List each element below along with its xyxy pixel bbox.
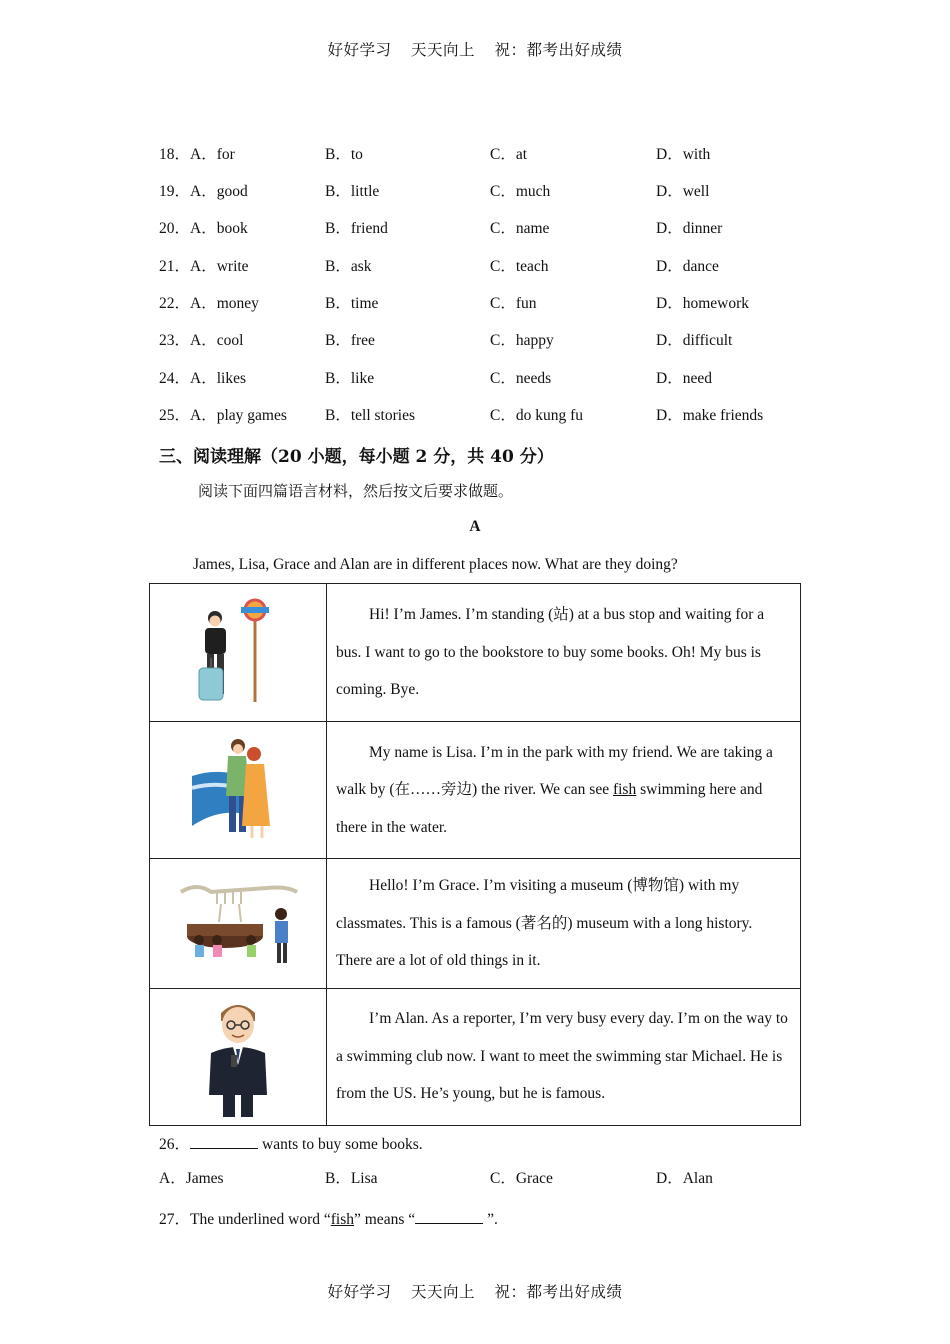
- underlined-fish: fish: [330, 1211, 354, 1228]
- alan-picture: [150, 988, 327, 1125]
- question-22-options: [0, 294, 950, 314]
- passage-label: A: [469, 518, 481, 535]
- option-c: C．fun: [490, 295, 537, 312]
- james-text: Hi! I’m James. I’m standing (站) at a bus stop and waiting for a bus. I want to go to the bookstore to buy some books. Oh! My bus is coming. Bye.: [336, 606, 765, 699]
- question-number: 19．A．good: [159, 183, 248, 200]
- question-number: 21．A．write: [159, 258, 249, 275]
- option-d: D．dance: [656, 258, 719, 275]
- footer-text-2: 天天向上: [410, 1283, 475, 1301]
- museum-dinosaur-icon: [177, 878, 299, 968]
- lisa-passage: [327, 722, 801, 859]
- option-b: B．like: [325, 370, 375, 387]
- answer-blank[interactable]: [415, 1209, 483, 1224]
- option-a: A．James: [159, 1170, 224, 1187]
- option-b: B．Lisa: [325, 1170, 378, 1187]
- lisa-picture: [150, 722, 327, 859]
- question-number: 18．A．for: [159, 146, 235, 163]
- section-instruction: 阅读下面四篇语言材料，然后按文后要求做题。: [198, 482, 514, 500]
- question-21-options: [0, 257, 950, 277]
- footer-text-3: 祝：都考出好成绩: [494, 1283, 623, 1301]
- option-d: D．well: [656, 183, 710, 200]
- james-passage: [327, 584, 801, 722]
- grace-picture: [150, 859, 327, 989]
- option-b: B．friend: [325, 220, 388, 237]
- option-c: C．Grace: [490, 1170, 553, 1187]
- option-b: B．time: [325, 295, 379, 312]
- reporter-icon: [203, 995, 273, 1119]
- question-18-options: [0, 145, 950, 165]
- page-footer: [0, 1280, 950, 1302]
- reading-table: [149, 583, 801, 1126]
- passage-intro: James, Lisa, Grace and Alan are in different places now. What are they doing?: [193, 556, 678, 573]
- option-d: D．homework: [656, 295, 749, 312]
- option-d: D．difficult: [656, 332, 733, 349]
- option-d: D．with: [656, 146, 711, 163]
- table-row: [150, 859, 801, 989]
- grace-text: Hello! I’m Grace. I’m visiting a museum (博物馆) with my classmates. This is a famous (著名的) museum with a long history. There are a lot of old things in it.: [336, 877, 753, 969]
- question-number: 24．A．likes: [159, 370, 246, 387]
- question-25-options: [0, 406, 950, 426]
- question-19-options: [0, 182, 950, 202]
- answer-blank[interactable]: [190, 1134, 258, 1149]
- question-20-options: [0, 219, 950, 239]
- question-number: 25．A．play games: [159, 407, 287, 424]
- alan-passage: [327, 988, 801, 1125]
- header-text-1: 好好学习: [327, 41, 392, 59]
- option-c: C．at: [490, 146, 528, 163]
- option-c: C．needs: [490, 370, 552, 387]
- question-26: 26． wants to buy some books.: [159, 1136, 423, 1153]
- question-24-options: [0, 369, 950, 389]
- header-text-3: 祝：都考出好成绩: [494, 41, 623, 59]
- option-d: D．Alan: [656, 1170, 713, 1187]
- question-number: 23．A．cool: [159, 332, 244, 349]
- option-c: C．much: [490, 183, 551, 200]
- james-picture: [150, 584, 327, 722]
- option-c: C．do kung fu: [490, 407, 584, 424]
- alan-text: I’m Alan. As a reporter, I’m very busy every day. I’m on the way to a swimming club now. I want to meet the swimming star Michael. He is from the US. He’s young, but he is famous.: [336, 1010, 788, 1103]
- option-d: D．make friends: [656, 407, 764, 424]
- option-b: B．ask: [325, 258, 372, 275]
- river-walk-icon: [192, 736, 284, 844]
- question-27: 27．The underlined word “fish” means “ ”.: [159, 1211, 498, 1228]
- table-row: [150, 584, 801, 722]
- question-26-options: [0, 1169, 950, 1189]
- option-c: C．happy: [490, 332, 554, 349]
- option-c: C．teach: [490, 258, 549, 275]
- underlined-fish: fish: [612, 781, 637, 799]
- table-row: [150, 722, 801, 859]
- option-b: B．little: [325, 183, 380, 200]
- option-d: D．dinner: [656, 220, 723, 237]
- option-d: D．need: [656, 370, 712, 387]
- section-title: 三、阅读理解（20 小题，每小题 2 分，共 40 分）: [159, 447, 554, 467]
- option-b: B．free: [325, 332, 375, 349]
- grace-passage: [327, 859, 801, 989]
- footer-text-1: 好好学习: [327, 1283, 392, 1301]
- question-number: 20．A．book: [159, 220, 248, 237]
- lisa-text: My name is Lisa. I’m in the park with my friend. We are taking a walk by (在……旁边) the river. We can see fish swimming here and there in the water.: [336, 743, 773, 836]
- option-b: B．tell stories: [325, 407, 415, 424]
- question-23-options: [0, 331, 950, 351]
- page-header: [0, 38, 950, 60]
- question-number: 22．A．money: [159, 295, 259, 312]
- option-b: B．to: [325, 146, 363, 163]
- bus-stop-icon: [193, 598, 283, 708]
- option-c: C．name: [490, 220, 550, 237]
- table-row: [150, 988, 801, 1125]
- header-text-2: 天天向上: [410, 41, 475, 59]
